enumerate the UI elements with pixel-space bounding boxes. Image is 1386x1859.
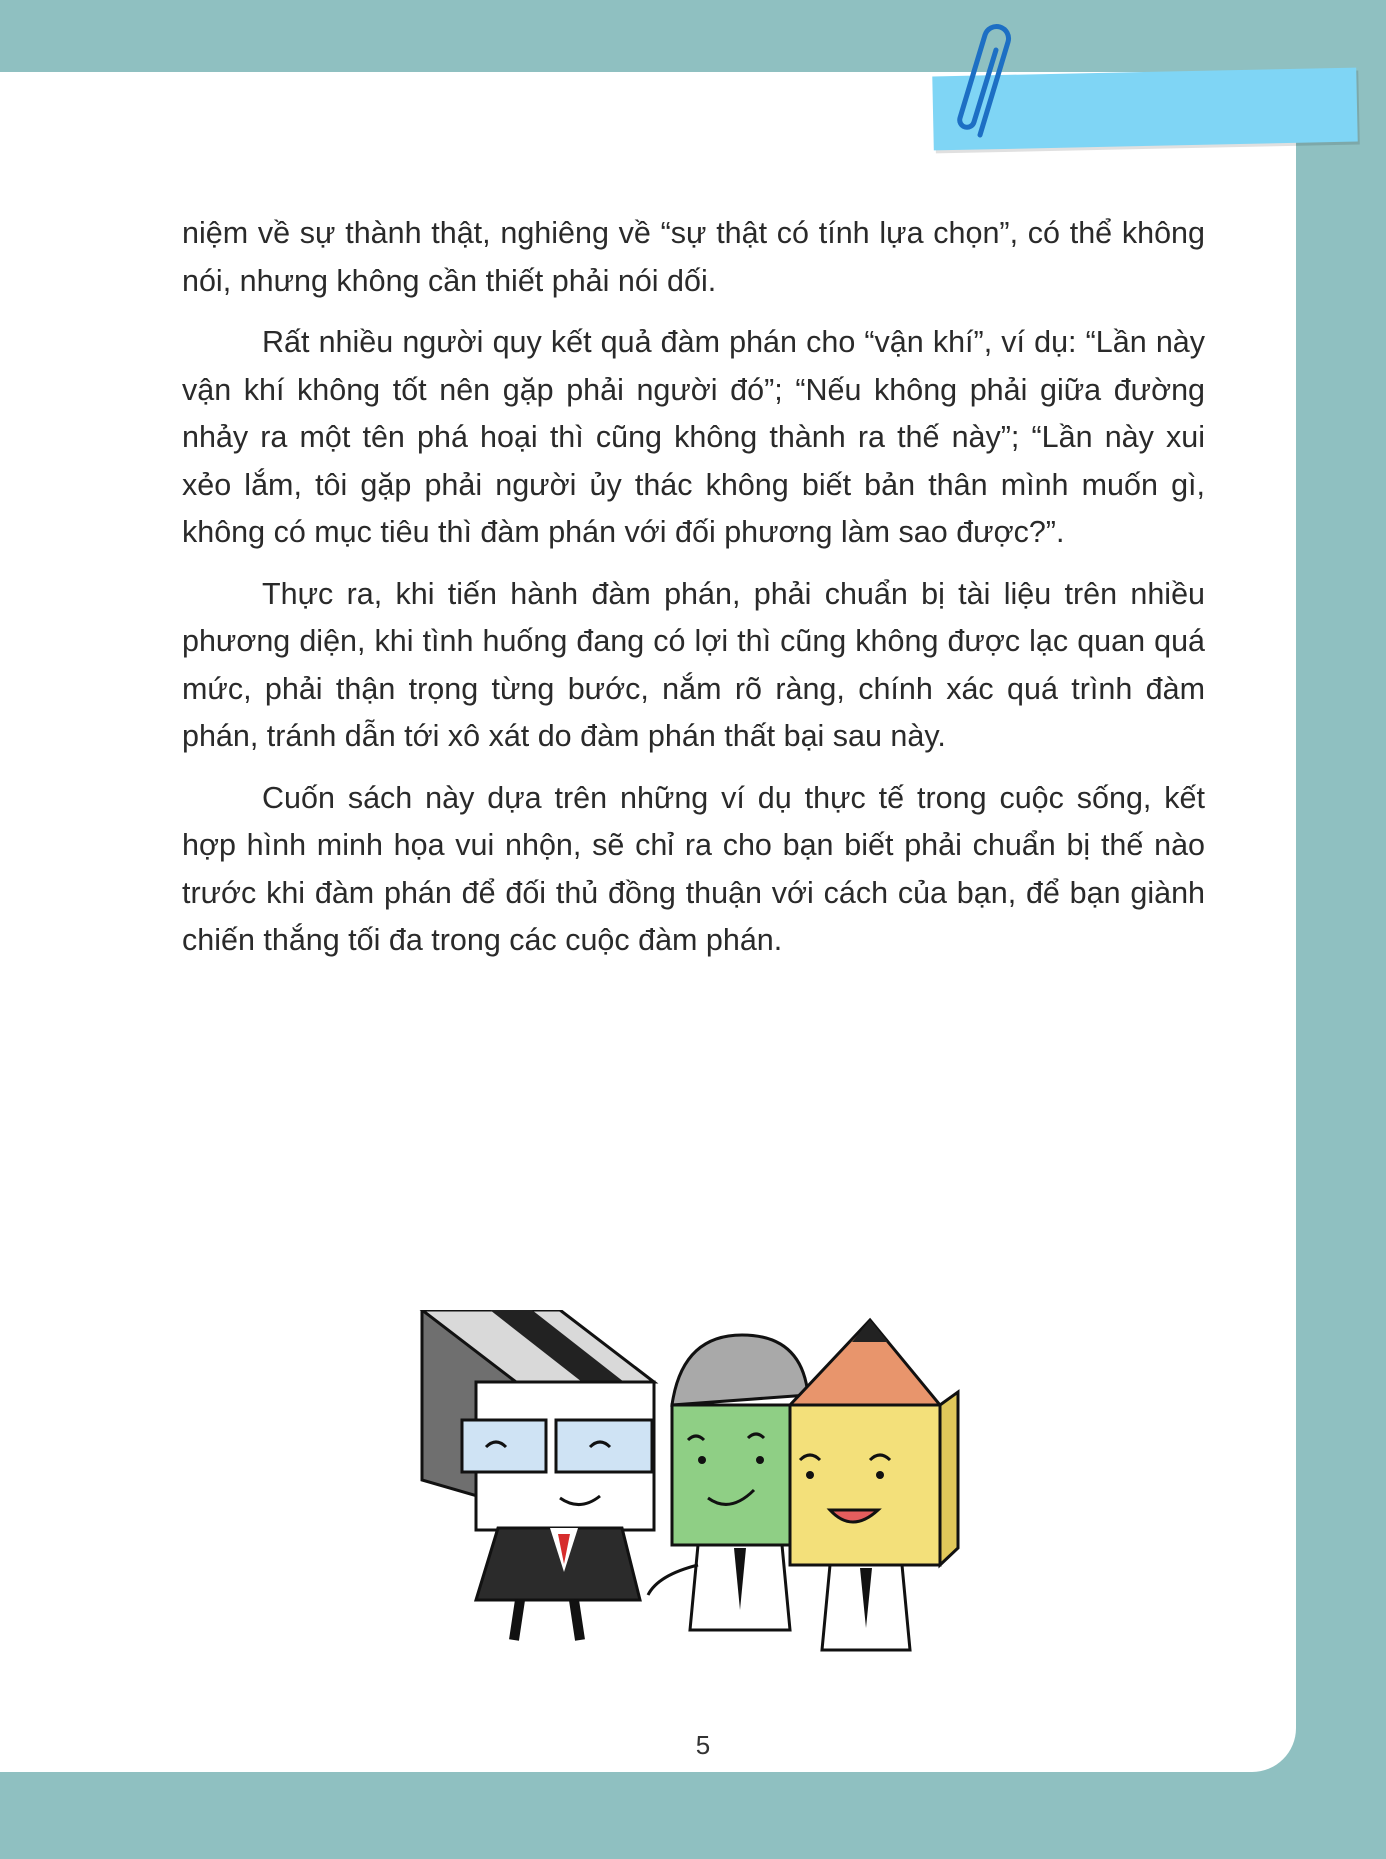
paragraph-1: niệm về sự thành thật, nghiêng về “sự thật có tính lựa chọn”, có thể không nói, nhưng không cần thiết phải nói dối. xyxy=(182,216,1205,298)
paragraph-4: Cuốn sách này dựa trên những ví dụ thực tế trong cuộc sống, kết hợp hình minh họa vui nhộn, sẽ chỉ ra cho bạn biết phải chuẩn bị thế nào trước khi đàm phán để đối thủ đồng thuận với cách của bạn, để bạn giành chiến thắng tối đa trong các cuộc đàm phán. xyxy=(182,780,1205,957)
pencil-character xyxy=(790,1320,958,1650)
body-text xyxy=(182,210,1205,979)
paperclip-icon xyxy=(950,20,1020,140)
paragraph-3: Thực ra, khi tiến hành đàm phán, phải chuẩn bị tài liệu trên nhiều phương diện, khi tình huống đang có lợi thì cũng không được lạc quan quá mức, phải thận trọng từng bước, nắm rõ ràng, chính xác quá trình đàm phán, tránh dẫn tới xô xát do đàm phán thất bại sau này. xyxy=(182,576,1205,753)
paragraph-2: Rất nhiều người quy kết quả đàm phán cho “vận khí”, ví dụ: “Lần này vận khí không tốt nên gặp phải người đó”; “Nếu không phải giữa đường nhảy ra một tên phá hoại thì cũng không thành ra thế này”; “Lần này xui xẻo lắm, tôi gặp phải người ủy thác không biết bản thân mình muốn gì, không có mục tiêu thì đàm phán với đối phương làm sao được?”. xyxy=(182,325,1205,549)
page-number: 5 xyxy=(695,1730,711,1760)
book-character xyxy=(422,1310,654,1640)
cartoon-characters-illustration xyxy=(410,1310,1010,1670)
